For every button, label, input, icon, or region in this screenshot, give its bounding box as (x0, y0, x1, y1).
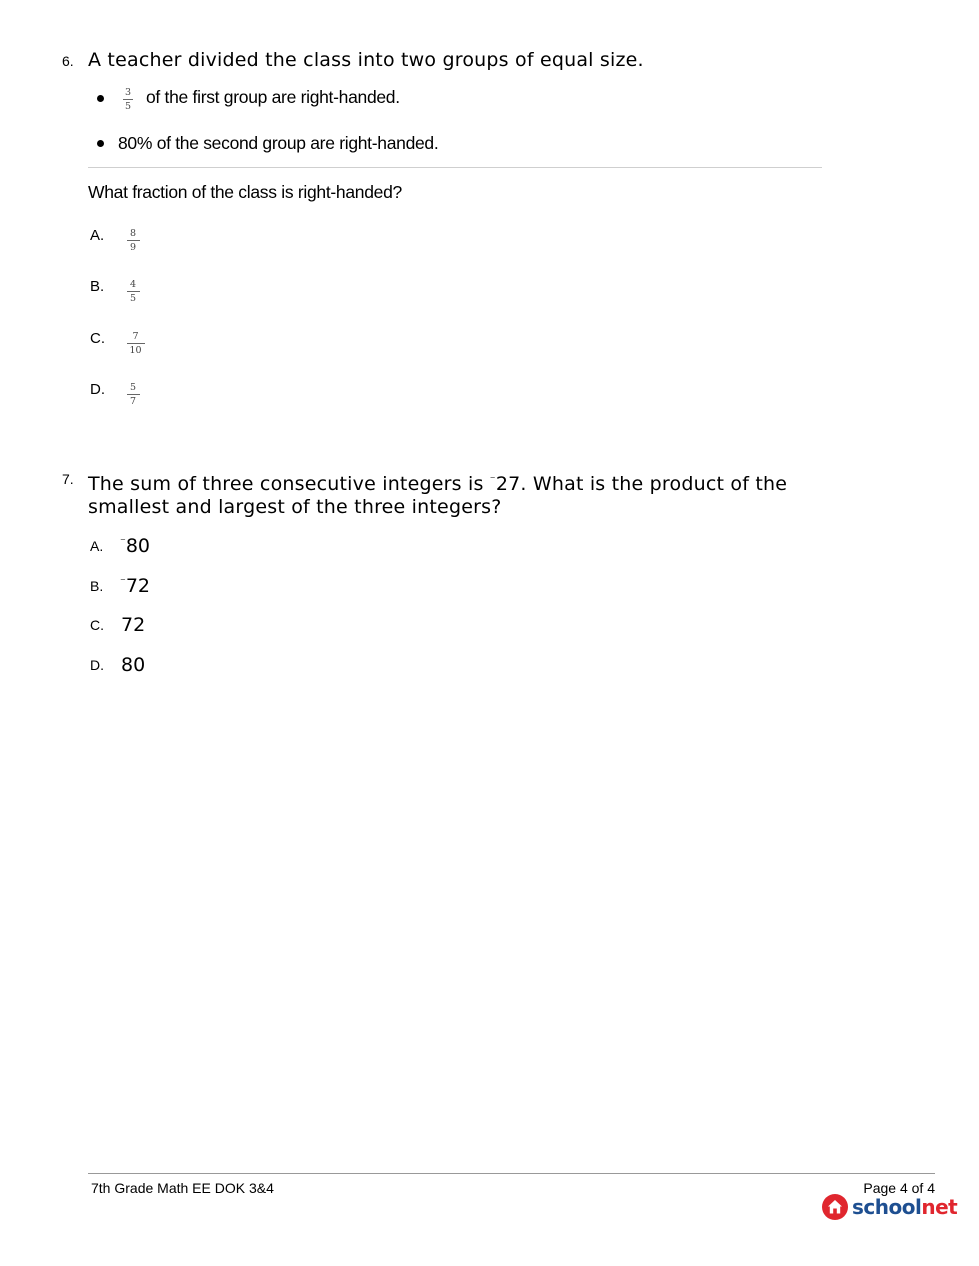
house-icon (822, 1194, 848, 1220)
question-7-number: 7. (62, 471, 74, 487)
option-a-answer[interactable]: ⁻80 (120, 535, 150, 557)
option-c-label[interactable]: C. (90, 617, 104, 633)
bullet-dot (97, 140, 104, 147)
question-7-stem (88, 468, 848, 519)
bullet-1-fraction: 3 5 (124, 87, 132, 112)
option-c-label[interactable]: C. (90, 330, 105, 347)
question-6-number: 6. (62, 53, 74, 69)
logo-text-net: net (921, 1195, 958, 1219)
option-b-fraction[interactable]: 4 5 (126, 279, 140, 304)
question-divider (88, 167, 822, 168)
option-d-answer[interactable]: 80 (121, 654, 146, 676)
question-7-stem-line-2: smallest and largest of the three integers? (88, 496, 502, 518)
option-a-label[interactable]: A. (90, 538, 104, 554)
bullet-dot (97, 95, 104, 102)
option-b-label[interactable]: B. (90, 578, 104, 594)
option-b-answer[interactable]: ⁻72 (120, 575, 150, 597)
option-a-label[interactable]: A. (90, 227, 105, 244)
option-d-label[interactable]: D. (90, 381, 105, 398)
bullet-2-text: 80% of the second group are right-handed. (118, 133, 439, 153)
page-indicator: Page 4 of 4 (863, 1180, 935, 1196)
option-d-label[interactable]: D. (90, 657, 104, 673)
schoolnet-logo (822, 1194, 957, 1220)
option-c-fraction[interactable]: 7 10 (126, 331, 145, 356)
logo-text-school: school (852, 1195, 922, 1219)
footer-rule (88, 1173, 935, 1174)
option-a-fraction[interactable]: 8 9 (126, 228, 140, 253)
bullet-1-text: of the first group are right-handed. (146, 87, 400, 107)
option-b-label[interactable]: B. (90, 278, 105, 295)
option-c-answer[interactable]: 72 (121, 614, 146, 636)
option-d-fraction[interactable]: 5 7 (126, 382, 140, 407)
question-6-prompt: What fraction of the class is right-handed? (88, 182, 402, 202)
question-7-stem-line-1: The sum of three consecutive integers is ⁻27. What is the product of the (88, 473, 788, 495)
footer-title: 7th Grade Math EE DOK 3&4 (91, 1180, 274, 1196)
question-6-stem: A teacher divided the class into two groups of equal size. (88, 49, 644, 71)
